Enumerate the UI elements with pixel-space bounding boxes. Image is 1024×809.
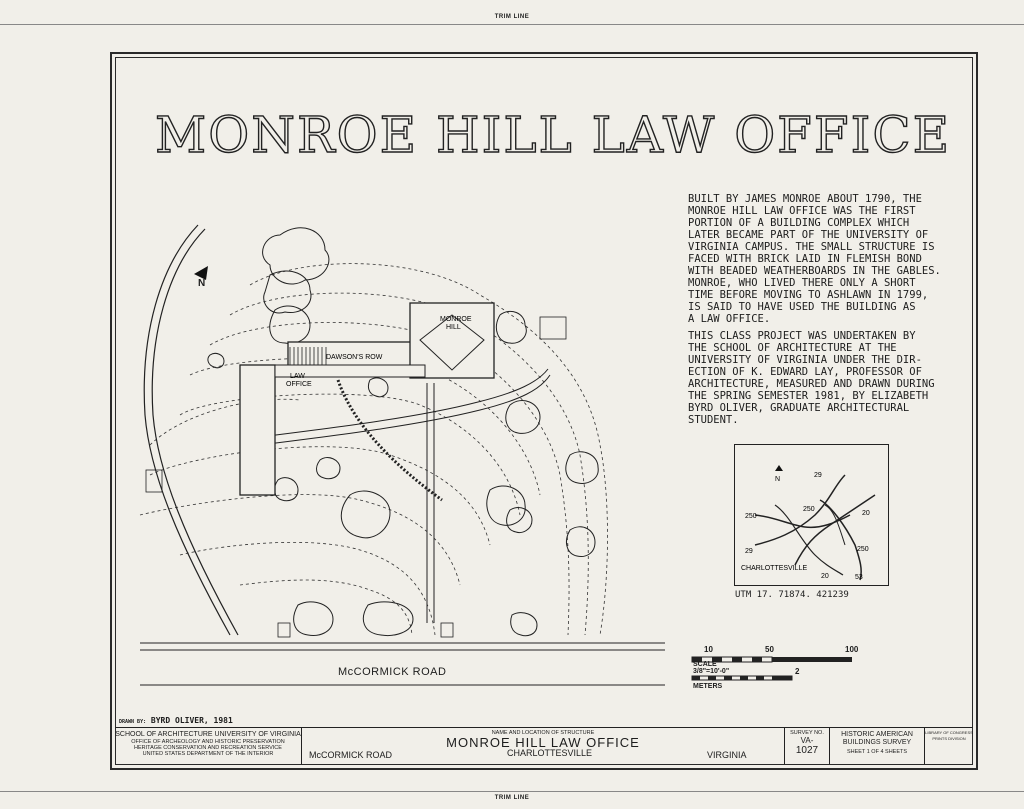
utm-coordinates: UTM 17. 71874. 421239 — [735, 590, 849, 600]
trim-line-label-bottom: TRIM LINE — [494, 795, 530, 801]
svg-text:250: 250 — [857, 546, 869, 553]
drawn-by: DRAWN BY: BYRD OLIVER, 1981 — [119, 716, 233, 725]
dawsons-row-label: DAWSON'S ROW — [326, 354, 383, 361]
monroe-hill-label-2: HILL — [446, 324, 461, 331]
svg-text:53: 53 — [855, 574, 863, 581]
drawing-title: MONROE HILL LAW OFFICE — [155, 106, 952, 164]
law-office-range — [240, 365, 275, 495]
svg-text:20: 20 — [862, 510, 870, 517]
svg-text:20: 20 — [821, 573, 829, 580]
title-block-survey-no: SURVEY NO. VA- 1027 — [785, 728, 830, 764]
svg-text:250: 250 — [745, 513, 757, 520]
site-plan-drawing — [120, 215, 680, 705]
svg-text:N: N — [775, 476, 781, 483]
road-label: McCORMICK ROAD — [338, 666, 447, 678]
contour-lines — [140, 264, 608, 635]
trim-line-bottom — [0, 791, 1024, 792]
title-block-habs: HISTORIC AMERICAN BUILDINGS SURVEY SHEET 1 OF 4 SHEETS — [830, 728, 925, 764]
site-plan-north-label: N — [198, 278, 206, 289]
law-office-label-2: OFFICE — [286, 381, 312, 388]
trim-line-top — [0, 24, 1024, 25]
monroe-hill-label-1: MONROE — [440, 316, 472, 323]
svg-text:250: 250 — [803, 506, 815, 513]
svg-text:29: 29 — [745, 548, 753, 555]
title-block-school: SCHOOL OF ARCHITECTURE UNIVERSITY OF VIRGINIA OFFICE OF ARCHEOLOGY AND HISTORIC PRESERVATION HERITAGE CONSERVATION AND RECREATION SERVICE UNITED STATES DEPARTMENT OF THE INTERIOR — [115, 728, 302, 764]
law-office-label-1: LAW — [290, 373, 305, 380]
trim-line-label-top: TRIM LINE — [494, 14, 530, 20]
svg-text:29: 29 — [814, 472, 822, 479]
title-block — [115, 727, 973, 765]
title-block-structure: NAME AND LOCATION OF STRUCTURE MONROE HILL LAW OFFICE McCORMICK ROAD CHARLOTTESVILLE VIRGINIA — [302, 728, 785, 764]
svg-text:CHARLOTTESVILLE: CHARLOTTESVILLE — [741, 565, 808, 572]
vicinity-map — [734, 444, 889, 586]
perimeter-walk — [144, 225, 238, 635]
history-paragraph: BUILT BY JAMES MONROE ABOUT 1790, THE MONROE HILL LAW OFFICE WAS THE FIRST PORTION OF A BUILDING COMPLEX WHICH LATER BECAME PART OF THE UNIVERSITY OF VIRGINIA CAMPUS. THE SMALL STRUCTURE IS FACED WITH BRICK LAID IN FLEMISH BOND WITH BEADED WEATHERBOARDS IN THE GABLES. MONROE, WHO LIVED THERE ONLY A SHORT TIME BEFORE MOVING TO ASHLAWN IN 1799, IS SAID TO HAVE USED THE BUILDING AS A LAW OFFICE. — [688, 193, 941, 325]
project-paragraph: THIS CLASS PROJECT WAS UNDERTAKEN BY THE SCHOOL OF ARCHITECTURE AT THE UNIVERSITY OF VIRGINIA UNDER THE DIR- ECTION OF K. EDWARD LAY, PROFESSOR OF ARCHITECTURE, MEASURED AND DRAWN DURING THE SPRING SEMESTER 1981, BY ELIZABETH BYRD OLIVER, GRADUATE ARCHITECTURAL STUDENT. — [688, 330, 935, 426]
title-block-library: LIBRARY OF CONGRESS PRINTS DIVISION — [925, 730, 973, 741]
vicinity-north-arrow-icon — [775, 465, 783, 471]
